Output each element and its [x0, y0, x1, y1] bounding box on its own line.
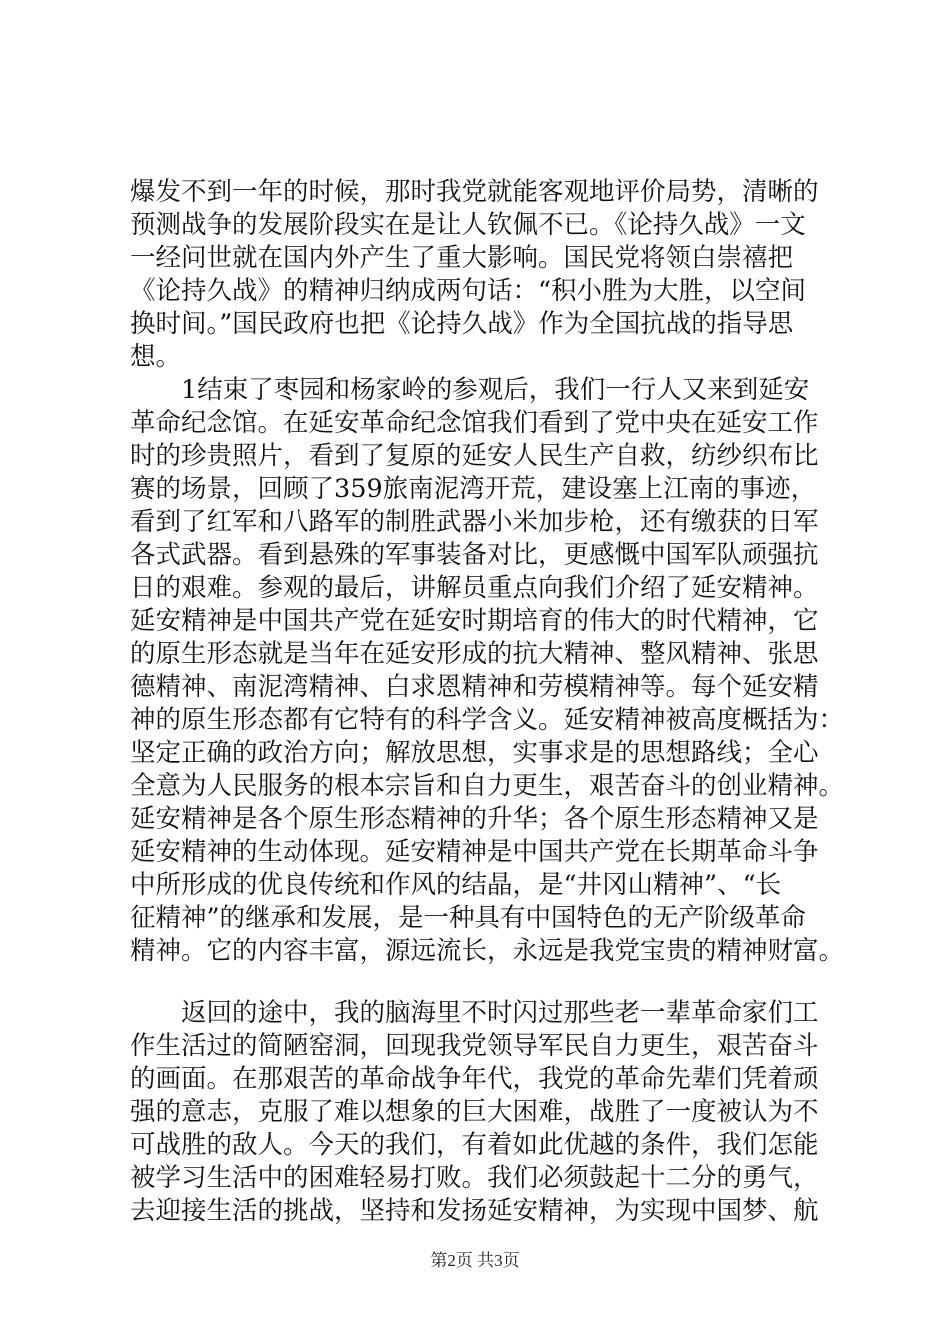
text-line: 延安精神是中国共产党在延安时期培育的伟大的时代精神，它: [130, 606, 819, 636]
text-line: 征精神”的继承和发展，是一种具有中国特色的无产阶级革命: [130, 903, 807, 933]
text-line: 1结束了枣园和杨家岭的参观后，我们一行人又来到延安: [130, 375, 810, 405]
text-line: 想。: [130, 342, 182, 372]
text-line: 看到了红军和八路军的制胜武器小米加步枪，还有缴获的日军: [130, 507, 819, 537]
text-line: 爆发不到一年的时候，那时我党就能客观地评价局势，清晰的: [130, 177, 819, 207]
text-line: 延安精神是各个原生形态精神的升华；各个原生形态精神又是: [130, 804, 819, 834]
text-line: 坚定正确的政治方向；解放思想，实事求是的思想路线；全心: [130, 738, 819, 768]
text-line: 的原生形态就是当年在延安形成的抗大精神、整风精神、张思: [130, 639, 819, 669]
page-number-footer: 第2页 共3页: [430, 1251, 520, 1270]
text-line: 换时间。”国民政府也把《论持久战》作为全国抗战的指导思: [130, 309, 794, 339]
text-line: 《论持久战》的精神归纳成两句话：“积小胜为大胜，以空间: [130, 276, 807, 306]
text-line: 返回的途中，我的脑海里不时闪过那些老一辈革命家们工: [130, 998, 819, 1028]
text-line: 各式武器。看到悬殊的军事装备对比，更感慨中国军队顽强抗: [130, 540, 819, 570]
text-line: 日的艰难。参观的最后，讲解员重点向我们介绍了延安精神。: [130, 573, 819, 603]
text-line: 神的原生形态都有它特有的科学含义。延安精神被高度概括为：: [130, 705, 845, 735]
text-line: 可战胜的敌人。今天的我们，有着如此优越的条件，我们怎能: [130, 1130, 819, 1160]
text-line: 一经问世就在国内外产生了重大影响。国民党将领白崇禧把: [130, 243, 794, 273]
text-line: 延安精神的生动体现。延安精神是中国共产党在长期革命斗争: [130, 837, 819, 867]
text-line: 被学习生活中的困难轻易打败。我们必须鼓起十二分的勇气，: [130, 1163, 819, 1193]
text-line: 预测战争的发展阶段实在是让人钦佩不已。《论持久战》一文: [130, 210, 806, 240]
text-line: 去迎接生活的挑战，坚持和发扬延安精神，为实现中国梦、航: [130, 1196, 819, 1226]
text-line: 的画面。在那艰苦的革命战争年代，我党的革命先辈们凭着顽: [130, 1064, 819, 1094]
text-line: 中所形成的优良传统和作风的结晶，是“井冈山精神”、“长: [130, 870, 782, 900]
text-line: 德精神、南泥湾精神、白求恩精神和劳模精神等。每个延安精: [130, 672, 819, 702]
text-line: 革命纪念馆。在延安革命纪念馆我们看到了党中央在延安工作: [130, 408, 819, 438]
text-line: 作生活过的简陋窑洞，回现我党领导军民自力更生，艰苦奋斗: [130, 1031, 819, 1061]
text-line: 赛的场景，回顾了359旅南泥湾开荒，建设塞上江南的事迹，: [130, 474, 817, 504]
text-line: 时的珍贵照片，看到了复原的延安人民生产自救，纺纱织布比: [130, 441, 819, 471]
text-line: 强的意志，克服了难以想象的巨大困难，战胜了一度被认为不: [130, 1097, 819, 1127]
text-line: 全意为人民服务的根本宗旨和自力更生，艰苦奋斗的创业精神。: [130, 771, 845, 801]
text-line: 精神。它的内容丰富，源远流长，永远是我党宝贵的精神财富。: [130, 936, 845, 966]
